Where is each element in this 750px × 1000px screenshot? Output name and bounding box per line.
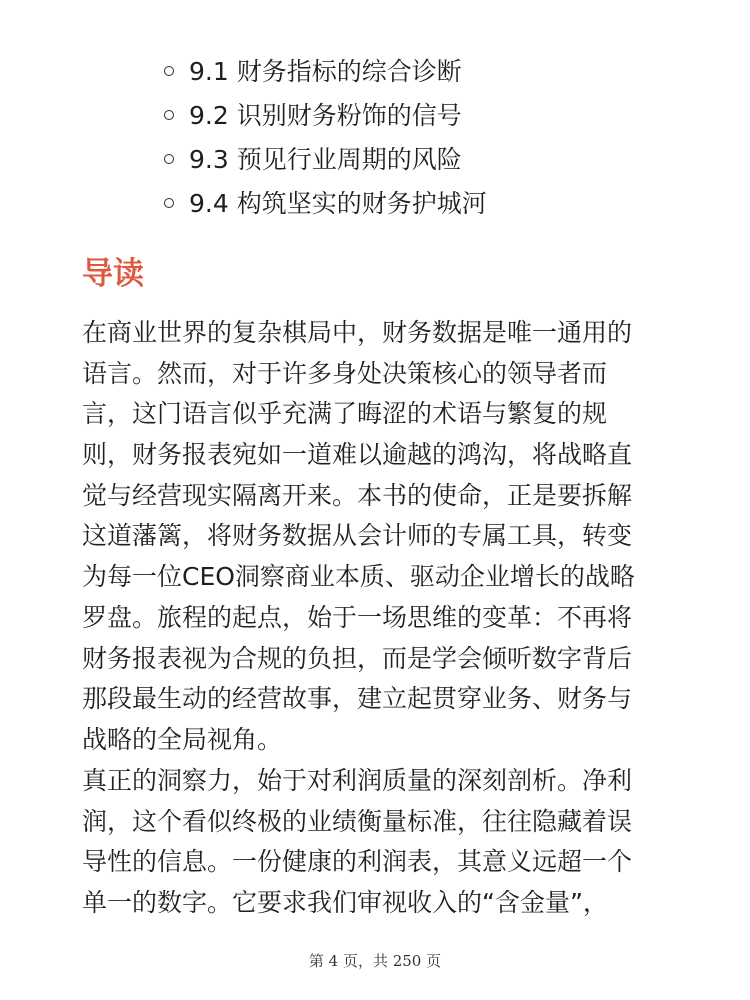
paragraph-line: 在商业世界的复杂棋局中，财务数据是唯一通用的	[82, 318, 633, 347]
paragraph-line: 润，这个看似终极的业绩衡量标准，往往隐藏着误	[82, 806, 633, 836]
body-paragraph	[82, 313, 682, 761]
paragraph-line: 财务报表视为合规的负担，而是学会倾听数字背后	[82, 643, 633, 673]
toc-item	[0, 138, 750, 182]
paragraph-line: 单一的数字。它要求我们审视收入的“含金量”，	[82, 888, 608, 918]
page-footer: 第 4 页，共 250 页	[308, 952, 442, 970]
toc-item-label: 9.4 构筑坚实的财务护城河	[189, 189, 487, 218]
paragraph-line: 语言。然而，对于许多身处决策核心的领导者而	[82, 358, 608, 388]
paragraph-line: 为每一位CEO洞察商业本质、驱动企业增长的战略	[82, 562, 635, 592]
paragraph-line: 这道藩篱，将财务数据从会计师的专属工具，转变	[82, 521, 633, 551]
paragraph-line: 真正的洞察力，始于对利润质量的深刻剖析。净利	[82, 766, 633, 795]
paragraph-line: 觉与经营现实隔离开来。本书的使命，正是要拆解	[82, 480, 633, 510]
paragraph-line: 那段最生动的经营故事，建立起贯穿业务、财务与	[82, 684, 633, 714]
toc-item	[0, 182, 750, 226]
toc-item-label: 9.1 财务指标的综合诊断	[189, 57, 462, 86]
toc-item	[0, 94, 750, 138]
paragraph-line: 导性的信息。一份健康的利润表，其意义远超一个	[82, 847, 633, 877]
hollow-circle-bullet-icon	[164, 198, 174, 208]
toc-item	[0, 50, 750, 94]
paragraph-line: 言，这门语言似乎充满了晦涩的术语与繁复的规	[82, 399, 608, 429]
body-paragraph	[82, 761, 682, 924]
paragraph-line: 战略的全局视角。	[82, 724, 283, 754]
hollow-circle-bullet-icon	[164, 110, 174, 120]
hollow-circle-bullet-icon	[164, 66, 174, 76]
section-heading: 导读	[82, 256, 144, 292]
toc-item-label: 9.2 识别财务粉饰的信号	[189, 101, 462, 130]
paragraph-line: 则，财务报表宛如一道难以逾越的鸿沟，将战略直	[82, 440, 633, 470]
hollow-circle-bullet-icon	[164, 154, 174, 164]
toc-item-label: 9.3 预见行业周期的风险	[189, 145, 462, 174]
paragraph-line: 罗盘。旅程的起点，始于一场思维的变革：不再将	[82, 602, 633, 632]
table-of-contents	[0, 50, 750, 226]
